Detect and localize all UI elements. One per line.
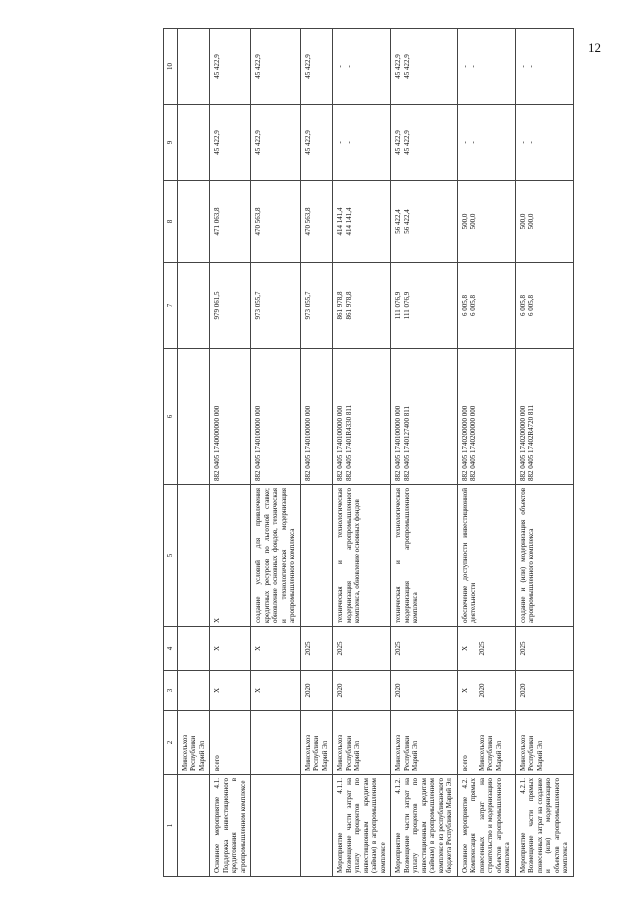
cell-col-10: - - (515, 29, 573, 105)
cell-col-2: Минсельхоз Республики Марий Эл (333, 711, 391, 775)
cell-col-5: Х (210, 485, 251, 627)
cell-col-9: 45 422,9 45 422,9 (391, 105, 458, 181)
cell-col-10 (177, 29, 210, 105)
cell-col-1: Основное мероприятие 4.1. Поддержка инвестиционного кредитования в агропромышленном комплексе (210, 775, 251, 877)
cell-col-1: Основное мероприятие 4.2. Компенсация прямых понесенных затрат на строительство и модернизацию объектов агропромышленного комплекса (457, 775, 515, 877)
cell-col-9: 45 422,9 (251, 105, 301, 181)
table-row (391, 29, 458, 877)
cell-col-8 (177, 181, 210, 263)
table-row (333, 29, 391, 877)
cell-col-3: 2020 (515, 671, 573, 711)
cell-col-8: 470 563,8 (300, 181, 333, 263)
cell-col-7: 861 978,8 861 978,8 (333, 263, 391, 349)
cell-col-5: техническая и технологическая модернизация агропромышленного комплекса, обновление основных фондов (333, 485, 391, 627)
cell-col-4: Х 2025 (457, 627, 515, 671)
cell-col-3: Х (210, 671, 251, 711)
cell-col-7: 6 005,8 6 005,8 (515, 263, 573, 349)
cell-col-5: создание и (или) модернизация объектов агропромышленного комплекса (515, 485, 573, 627)
page-number: 12 (588, 40, 601, 55)
table-row (457, 29, 515, 877)
header-cell-8: 8 (164, 181, 178, 263)
table-row (210, 29, 251, 877)
cell-col-8: 470 563,8 (251, 181, 301, 263)
cell-col-1: Мероприятие 4.1.1. Возмещение части затрат на уплату процентов по инвестиционным кредитам (займам) в агропромышленном комплексе (333, 775, 391, 877)
cell-col-3: Х 2020 (457, 671, 515, 711)
cell-col-7: 973 055,7 (300, 263, 333, 349)
cell-col-6: 882 0405 1740100000 000 882 0405 17401R4330 811 (333, 349, 391, 485)
cell-col-4 (177, 627, 210, 671)
cell-col-2: Минсельхоз Республики Марий Эл (391, 711, 458, 775)
cell-col-7: 979 061,5 (210, 263, 251, 349)
cell-col-2: всего (210, 711, 251, 775)
cell-col-5: создание условий для привлечения кредитных ресурсов по льготной ставке; обновление основных фондов, техническая и технологическая модернизация агропромышленного комплекса (251, 485, 301, 627)
cell-col-3: 2020 (391, 671, 458, 711)
cell-col-9: 45 422,9 (210, 105, 251, 181)
table-row (177, 29, 210, 877)
cell-col-8: 500,0 500,0 (457, 181, 515, 263)
cell-col-4: Х (210, 627, 251, 671)
cell-col-2 (251, 711, 301, 775)
cell-col-3: 2020 (333, 671, 391, 711)
cell-col-3: Х (251, 671, 301, 711)
cell-col-5: техническая и технологическая модернизация агропромышленного комплекса (391, 485, 458, 627)
cell-col-10: - - (457, 29, 515, 105)
cell-col-9: - - (515, 105, 573, 181)
cell-col-6: 882 0405 1740100000 000 (251, 349, 301, 485)
cell-col-1: Мероприятие 4.2.1. Возмещение части прямых понесенных затрат на создание и (или) модернизацию объектов агропромышленного комплекса (515, 775, 573, 877)
cell-col-6: 882 0405 1740100000 000 (300, 349, 333, 485)
cell-col-1: Мероприятие 4.1.2. Возмещение части затрат на уплату процентов по инвестиционным кредитам (займам) в агропромышленном комплексе из республиканского бюджета Республики Марий Эл (391, 775, 458, 877)
cell-col-6: 882 0405 1740000000 000 (210, 349, 251, 485)
cell-col-3 (177, 671, 210, 711)
cell-col-10: 45 422,9 45 422,9 (391, 29, 458, 105)
cell-col-6 (177, 349, 210, 485)
cell-col-1 (300, 775, 333, 877)
cell-col-4: 2025 (333, 627, 391, 671)
cell-col-7: 6 005,8 6 005,8 (457, 263, 515, 349)
cell-col-7: 973 055,7 (251, 263, 301, 349)
cell-col-8: 471 063,8 (210, 181, 251, 263)
cell-col-9: - - (457, 105, 515, 181)
cell-col-10: - - (333, 29, 391, 105)
header-cell-6: 6 (164, 349, 178, 485)
header-cell-4: 4 (164, 627, 178, 671)
cell-col-10: 45 422,9 (210, 29, 251, 105)
header-cell-7: 7 (164, 263, 178, 349)
cell-col-3: 2020 (300, 671, 333, 711)
cell-col-8: 500,0 500,0 (515, 181, 573, 263)
table-body (177, 29, 573, 877)
cell-col-6: 882 0405 1740100000 000 882 0405 1740127400 811 (391, 349, 458, 485)
table-row (251, 29, 301, 877)
cell-col-2: Минсельхоз Республики Марий Эл (300, 711, 333, 775)
cell-col-2: Минсельхоз Республики Марий Эл (177, 711, 210, 775)
cell-col-10: 45 422,9 (251, 29, 301, 105)
header-cell-1: 1 (164, 775, 178, 877)
cell-col-7 (177, 263, 210, 349)
cell-col-9: - - (333, 105, 391, 181)
cell-col-5 (177, 485, 210, 627)
cell-col-7: 111 076,9 111 076,9 (391, 263, 458, 349)
cell-col-6: 882 0405 1740200000 000 882 0405 17402R4720 811 (515, 349, 573, 485)
header-cell-9: 9 (164, 105, 178, 181)
cell-col-5: обеспечение доступности инвестиционной деятельности (457, 485, 515, 627)
header-row (164, 29, 178, 877)
header-cell-5: 5 (164, 485, 178, 627)
table-row (300, 29, 333, 877)
cell-col-4: Х (251, 627, 301, 671)
cell-col-5 (300, 485, 333, 627)
cell-col-8: 56 422,4 56 422,4 (391, 181, 458, 263)
cell-col-9 (177, 105, 210, 181)
budget-table (163, 28, 574, 877)
cell-col-1 (251, 775, 301, 877)
cell-col-2: всего Минсельхоз Республики Марий Эл (457, 711, 515, 775)
cell-col-9: 45 422,9 (300, 105, 333, 181)
cell-col-1 (177, 775, 210, 877)
cell-col-4: 2025 (515, 627, 573, 671)
cell-col-10: 45 422,9 (300, 29, 333, 105)
table-row (515, 29, 573, 877)
cell-col-4: 2025 (391, 627, 458, 671)
header-cell-2: 2 (164, 711, 178, 775)
cell-col-6: 882 0405 1740200000 000 882 0405 1740200000 000 (457, 349, 515, 485)
cell-col-8: 414 141,4 414 141,4 (333, 181, 391, 263)
cell-col-2: Минсельхоз Республики Марий Эл (515, 711, 573, 775)
cell-col-4: 2025 (300, 627, 333, 671)
header-cell-3: 3 (164, 671, 178, 711)
header-cell-10: 10 (164, 29, 178, 105)
